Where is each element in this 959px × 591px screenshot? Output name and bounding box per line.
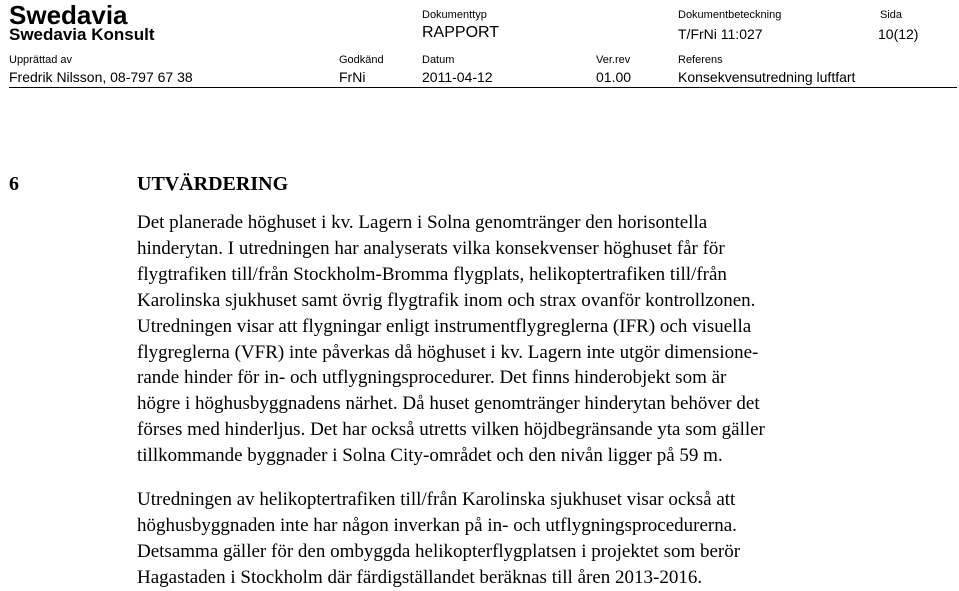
label-prepared-by: Upprättad av <box>9 54 72 66</box>
label-date: Datum <box>422 54 455 66</box>
paragraph-helicopter-traffic <box>137 487 867 591</box>
label-version: Ver.rev <box>596 54 631 66</box>
version-value: 01.00 <box>596 69 632 85</box>
label-approved: Godkänd <box>339 54 384 66</box>
text-line: högre i höghusbyggnadens närhet. Då huset genomtränger hinderytan behöver det <box>137 393 760 415</box>
section-number: 6 <box>9 173 19 195</box>
label-page: Sida <box>880 9 903 21</box>
text-line: Karolinska sjukhuset samt övrig flygtrafik inom och strax ovanför kontrollzonen. <box>137 289 756 311</box>
text-line: rande hinder för in- och utflygningsprocedurer. Det finns hinderobjekt som är <box>137 367 727 389</box>
label-doc-id: Dokumentbeteckning <box>678 9 782 21</box>
text-line: flygtrafiken till/från Stockholm-Bromma flygplats, helikoptertrafiken till/från <box>137 263 727 285</box>
text-line: Utredningen visar att flygningar enligt instrumentflygreglerna (IFR) och visuella <box>137 315 752 337</box>
doc-id-value: T/FrNi 11:027 <box>678 26 763 42</box>
text-line: Det planerade höghuset i kv. Lagern i Solna genomtränger den horisontella <box>137 212 708 233</box>
paragraph-evaluation-summary <box>137 210 867 469</box>
label-reference: Referens <box>678 54 723 66</box>
label-doc-type: Dokumenttyp <box>422 9 487 21</box>
date-value: 2011-04-12 <box>422 69 493 85</box>
prepared-by-value: Fredrik Nilsson, 08-797 67 38 <box>9 69 193 85</box>
brand-logo-text: Swedavia <box>9 0 128 30</box>
text-line: flygreglerna (VFR) inte påverkas då höghuset i kv. Lagern inte utgör dimensione- <box>137 341 759 363</box>
text-line: höghusbyggnaden inte har någon inverkan på in- och utflygningsprocedurerna. <box>137 514 737 536</box>
text-line: Hagastaden i Stockholm där färdigställandet beräknas till åren 2013-2016. <box>137 566 703 588</box>
brand-subtitle: Swedavia Konsult <box>9 25 155 44</box>
text-line: Utredningen av helikoptertrafiken till/från Karolinska sjukhuset visar också att <box>137 489 736 510</box>
text-line: förses med hinderljus. Det har också utretts vilken höjdbegränsande yta som gäller <box>137 419 765 441</box>
section-title: UTVÄRDERING <box>137 173 289 195</box>
header-divider <box>9 87 957 88</box>
reference-value: Konsekvensutredning luftfart <box>678 69 856 85</box>
text-line: hinderytan. I utredningen har analyserats vilka konsekvenser höghuset får för <box>137 237 725 259</box>
approved-value: FrNi <box>339 69 366 85</box>
page-value: 10(12) <box>878 26 919 42</box>
text-line: Detsamma gäller för den ombyggda helikopterflygplatsen i projektet som berör <box>137 540 741 562</box>
doc-type-value: RAPPORT <box>422 24 500 41</box>
text-line: tillkommande byggnader i Solna City-området och den nivån ligger på 59 m. <box>137 445 723 467</box>
